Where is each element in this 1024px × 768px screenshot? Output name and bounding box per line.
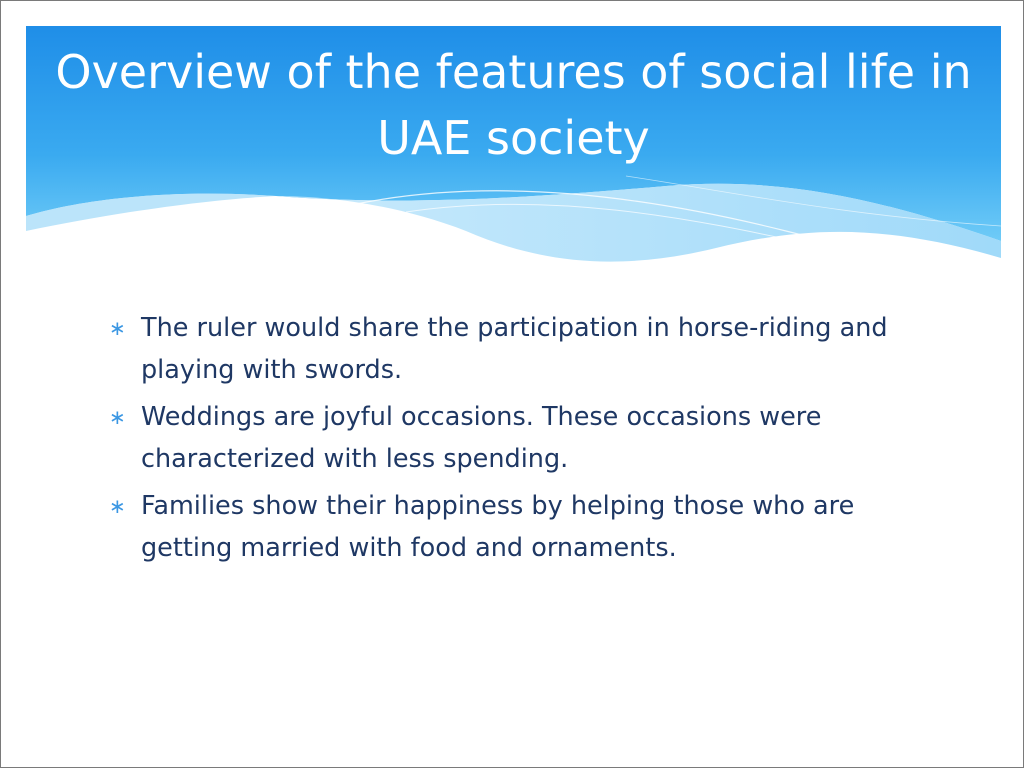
asterisk-icon: ∗	[109, 494, 126, 518]
slide-title: Overview of the features of social life in UAE society	[55, 45, 972, 165]
list-item	[107, 396, 927, 480]
bullet-list	[107, 307, 927, 574]
list-item	[107, 307, 927, 391]
asterisk-icon: ∗	[109, 316, 126, 340]
list-item-text: The ruler would share the participation in horse-riding and playing with swords.	[141, 313, 888, 385]
list-item-text: Weddings are joyful occasions. These occasions were characterized with less spending.	[141, 402, 822, 474]
list-item	[107, 485, 927, 569]
asterisk-icon: ∗	[109, 405, 126, 429]
list-item-text: Families show their happiness by helping those who are getting married with food and ornaments.	[141, 491, 855, 563]
